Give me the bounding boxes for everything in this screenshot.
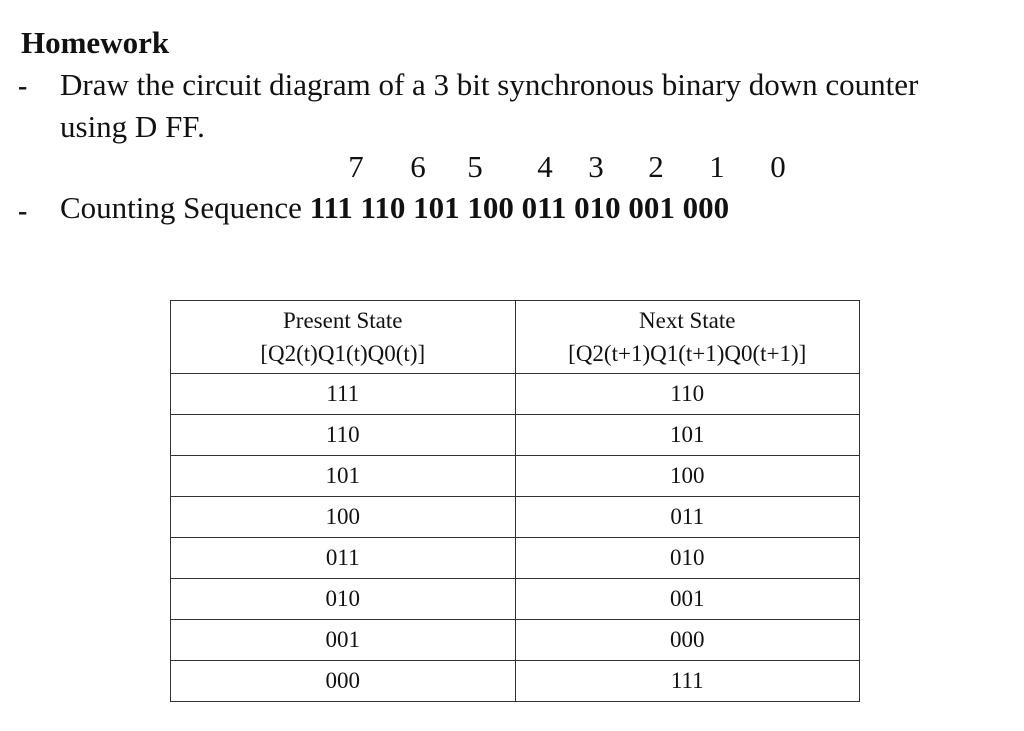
sequence-value: 111 [309, 190, 353, 225]
next-state-header [515, 301, 860, 374]
sequence-value: 010 [574, 190, 621, 225]
sequence-value: 000 [682, 190, 730, 225]
instruction-text: Draw the circuit diagram of a 3 bit synchronous binary down counter [60, 67, 919, 102]
table-header-row [171, 301, 860, 374]
instruction-text-continued: using D FF. [60, 109, 205, 144]
present-state-cell: 011 [171, 538, 516, 579]
header-subtitle: [Q2(t)Q1(t)Q0(t)] [260, 341, 426, 366]
sequence-value: 110 [360, 190, 406, 225]
counting-sequence-label: Counting Sequence [60, 190, 302, 225]
sequence-index: 2 [648, 149, 664, 184]
table-row [171, 415, 860, 456]
sequence-index: 7 [348, 149, 364, 184]
sequence-value: 011 [521, 190, 567, 225]
present-state-cell: 000 [171, 661, 516, 702]
next-state-cell: 100 [515, 456, 860, 497]
bullet-dash: - [18, 196, 28, 227]
table-row [171, 456, 860, 497]
sequence-value: 100 [467, 190, 514, 225]
next-state-cell: 110 [515, 374, 860, 415]
state-table [170, 300, 860, 702]
sequence-index: 5 [467, 149, 483, 184]
next-state-cell: 111 [515, 661, 860, 702]
present-state-cell: 100 [171, 497, 516, 538]
present-state-cell: 110 [171, 415, 516, 456]
present-state-cell: 111 [171, 374, 516, 415]
table-row [171, 579, 860, 620]
present-state-cell: 101 [171, 456, 516, 497]
sequence-index: 0 [770, 149, 786, 184]
next-state-cell: 011 [515, 497, 860, 538]
table-row [171, 620, 860, 661]
sequence-index: 1 [709, 149, 725, 184]
table-row [171, 661, 860, 702]
counting-sequence [60, 189, 729, 226]
sequence-value: 101 [413, 190, 460, 225]
sequence-index: 6 [410, 149, 426, 184]
present-state-header [171, 301, 516, 374]
bullet-dash: - [18, 71, 28, 102]
next-state-cell: 000 [515, 620, 860, 661]
sequence-value: 001 [628, 190, 675, 225]
header-subtitle: [Q2(t+1)Q1(t+1)Q0(t+1)] [568, 341, 807, 366]
table-row [171, 374, 860, 415]
present-state-cell: 001 [171, 620, 516, 661]
page-title: Homework [21, 25, 170, 60]
header-title: Present State [283, 307, 403, 333]
table-row [171, 538, 860, 579]
header-title: Next State [639, 307, 736, 333]
sequence-index: 3 [588, 149, 604, 184]
next-state-cell: 101 [515, 415, 860, 456]
next-state-cell: 010 [515, 538, 860, 579]
table-row [171, 497, 860, 538]
present-state-cell: 010 [171, 579, 516, 620]
next-state-cell: 001 [515, 579, 860, 620]
sequence-index-row [0, 148, 1024, 188]
sequence-index: 4 [537, 149, 553, 184]
